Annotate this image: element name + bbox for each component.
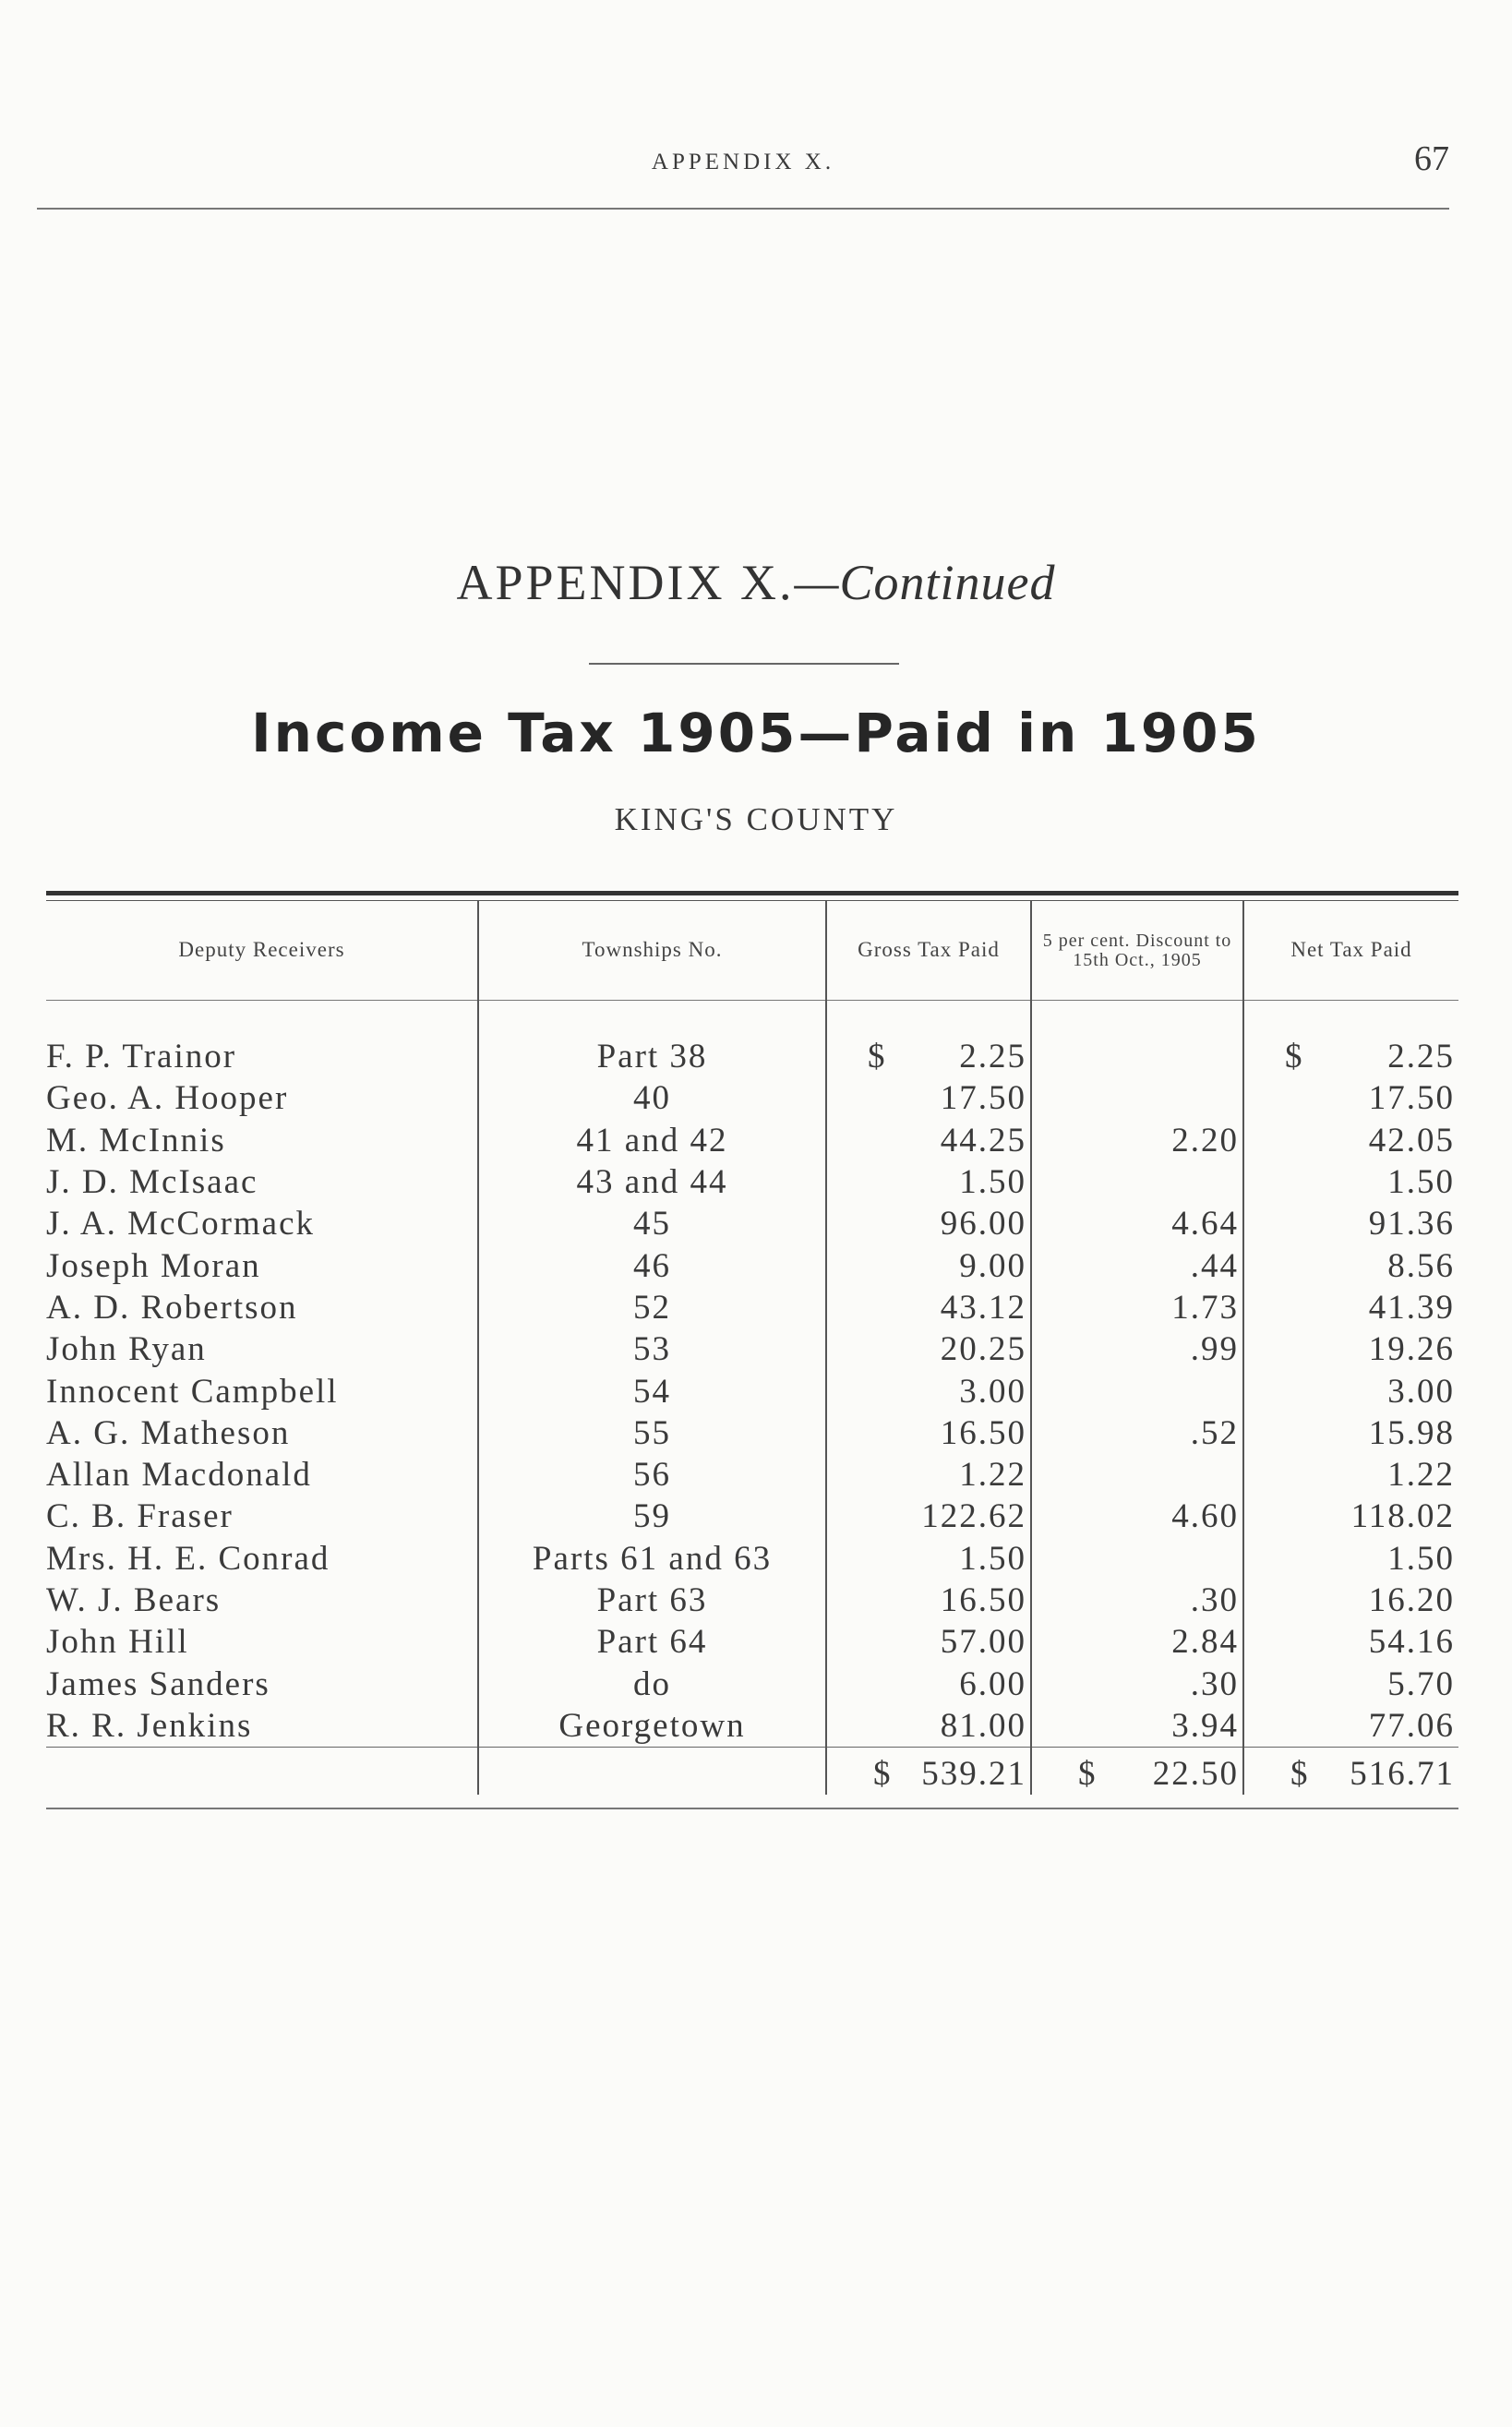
net-tax-value: 54.16: [1368, 1623, 1455, 1662]
township-number: Parts 61 and 63: [478, 1538, 826, 1580]
township-number: 59: [478, 1496, 826, 1537]
dollar-sign: $: [1285, 1038, 1304, 1076]
table-row: [46, 1454, 1458, 1496]
gross-tax-cell: [826, 1244, 1031, 1286]
gross-tax-value: 2.25: [959, 1038, 1026, 1076]
township-number: Georgetown: [478, 1705, 826, 1748]
receiver-name: J. A. McCormack: [46, 1203, 478, 1244]
table-row: [46, 1203, 1458, 1244]
net-tax-value: 1.50: [1387, 1163, 1455, 1202]
header-rule: [37, 208, 1449, 210]
table-row: [46, 1244, 1458, 1286]
total-discount-value: 22.50: [1152, 1755, 1239, 1794]
table-row: [46, 1705, 1458, 1748]
table-row: [46, 1077, 1458, 1119]
gross-tax-cell: [826, 1538, 1031, 1580]
net-tax-cell: [1243, 1454, 1458, 1496]
table-row: [46, 1663, 1458, 1704]
net-tax-value: 2.25: [1387, 1038, 1455, 1076]
county-subtitle: KING'S COUNTY: [614, 801, 898, 837]
receiver-name: R. R. Jenkins: [46, 1705, 478, 1748]
net-tax-value: 91.36: [1368, 1205, 1455, 1244]
net-tax-cell: [1243, 1161, 1458, 1203]
net-tax-value: 3.00: [1387, 1372, 1455, 1411]
net-tax-value: 16.20: [1368, 1581, 1455, 1619]
gross-tax-value: 6.00: [959, 1664, 1026, 1703]
net-tax-cell: [1243, 1370, 1458, 1412]
gross-tax-value: 20.25: [940, 1330, 1026, 1369]
running-head: [37, 138, 1449, 194]
table-row: [46, 1621, 1458, 1663]
gross-tax-value: 16.50: [940, 1413, 1026, 1452]
total-net-cell: [1243, 1748, 1458, 1796]
gross-tax-value: 96.00: [940, 1205, 1026, 1244]
receiver-name: Allan Macdonald: [46, 1454, 478, 1496]
table-row: [46, 1580, 1458, 1621]
gross-tax-value: 44.25: [940, 1121, 1026, 1159]
discount-value: [1031, 1161, 1243, 1203]
net-tax-cell: [1243, 1621, 1458, 1663]
township-number: 43 and 44: [478, 1161, 826, 1203]
net-tax-value: 1.50: [1387, 1539, 1455, 1578]
appendix-heading: [0, 554, 1512, 611]
township-number: 54: [478, 1370, 826, 1412]
table-bottom-rule: [46, 1808, 1458, 1809]
net-tax-value: 41.39: [1368, 1288, 1455, 1327]
totals-row: [46, 1748, 1458, 1796]
receiver-name: John Ryan: [46, 1328, 478, 1370]
header-discount: 5 per cent. Discount to 15th Oct., 1905: [1031, 901, 1243, 1001]
gross-tax-cell: [826, 1370, 1031, 1412]
receiver-name: M. McInnis: [46, 1120, 478, 1161]
table-row: [46, 1496, 1458, 1537]
total-gross-value: 539.21: [921, 1755, 1026, 1794]
gross-tax-cell: [826, 1496, 1031, 1537]
net-tax-value: 42.05: [1368, 1121, 1455, 1159]
net-tax-cell: [1243, 1120, 1458, 1161]
income-tax-table-wrapper: [46, 891, 1458, 1809]
net-tax-cell: [1243, 1287, 1458, 1328]
gross-tax-cell: [826, 1663, 1031, 1704]
table-row: [46, 1412, 1458, 1454]
discount-value: [1031, 1001, 1243, 1078]
gross-tax-value: 81.00: [940, 1706, 1026, 1745]
receiver-name: Joseph Moran: [46, 1244, 478, 1286]
gross-tax-cell: [826, 1705, 1031, 1748]
discount-value: [1031, 1077, 1243, 1119]
header-townships: Townships No.: [478, 901, 826, 1001]
total-discount-cell: [1031, 1748, 1243, 1796]
table-row: [46, 1328, 1458, 1370]
receiver-name: A. G. Matheson: [46, 1412, 478, 1454]
net-tax-value: 8.56: [1387, 1246, 1455, 1285]
net-tax-value: 77.06: [1368, 1706, 1455, 1745]
discount-value: 2.20: [1031, 1120, 1243, 1161]
net-tax-value: 1.22: [1387, 1456, 1455, 1495]
dollar-sign: $: [1290, 1755, 1310, 1794]
discount-value: 1.73: [1031, 1287, 1243, 1328]
gross-tax-value: 17.50: [940, 1079, 1026, 1118]
township-number: Part 63: [478, 1580, 826, 1621]
discount-value: 3.94: [1031, 1705, 1243, 1748]
net-tax-cell: [1243, 1580, 1458, 1621]
receiver-name: James Sanders: [46, 1663, 478, 1704]
gross-tax-cell: [826, 1161, 1031, 1203]
total-net-value: 516.71: [1350, 1755, 1455, 1794]
gross-tax-cell: [826, 1580, 1031, 1621]
net-tax-value: 15.98: [1368, 1413, 1455, 1452]
discount-value: .52: [1031, 1412, 1243, 1454]
gross-tax-cell: [826, 1120, 1031, 1161]
appendix-heading-continued: —Continued: [794, 555, 1056, 610]
header-net-tax: Net Tax Paid: [1243, 901, 1458, 1001]
appendix-heading-main: APPENDIX X.: [456, 555, 795, 610]
page-number: 67: [1414, 139, 1449, 178]
township-number: 46: [478, 1244, 826, 1286]
discount-value: .99: [1031, 1328, 1243, 1370]
receiver-name: W. J. Bears: [46, 1580, 478, 1621]
net-tax-cell: [1243, 1538, 1458, 1580]
receiver-name: A. D. Robertson: [46, 1287, 478, 1328]
net-tax-cell: [1243, 1077, 1458, 1119]
net-tax-cell: [1243, 1663, 1458, 1704]
net-tax-cell: [1243, 1412, 1458, 1454]
total-gross-cell: [826, 1748, 1031, 1796]
gross-tax-cell: [826, 1454, 1031, 1496]
gross-tax-value: 16.50: [940, 1581, 1026, 1619]
gross-tax-cell: [826, 1001, 1031, 1078]
gross-tax-value: 1.22: [959, 1456, 1026, 1495]
receiver-name: Geo. A. Hooper: [46, 1077, 478, 1119]
discount-value: .44: [1031, 1244, 1243, 1286]
table-row: [46, 1370, 1458, 1412]
receiver-name: Mrs. H. E. Conrad: [46, 1538, 478, 1580]
net-tax-cell: [1243, 1705, 1458, 1748]
receiver-name: Innocent Campbell: [46, 1370, 478, 1412]
net-tax-value: 118.02: [1350, 1497, 1455, 1536]
dollar-sign: $: [873, 1755, 893, 1794]
totals-blank-name: [46, 1748, 478, 1796]
receiver-name: C. B. Fraser: [46, 1496, 478, 1537]
header-gross-tax: Gross Tax Paid: [826, 901, 1031, 1001]
township-number: 56: [478, 1454, 826, 1496]
township-number: Part 38: [478, 1001, 826, 1078]
dollar-sign: $: [868, 1038, 887, 1076]
gross-tax-cell: [826, 1287, 1031, 1328]
discount-value: 4.64: [1031, 1203, 1243, 1244]
township-number: Part 64: [478, 1621, 826, 1663]
gross-tax-value: 1.50: [959, 1163, 1026, 1202]
table-row: [46, 1001, 1458, 1078]
township-number: 40: [478, 1077, 826, 1119]
header-deputy-receivers: Deputy Receivers: [46, 901, 478, 1001]
gross-tax-value: 1.50: [959, 1539, 1026, 1578]
table-row: [46, 1120, 1458, 1161]
discount-value: [1031, 1538, 1243, 1580]
gross-tax-cell: [826, 1203, 1031, 1244]
table-row: [46, 1538, 1458, 1580]
net-tax-cell: [1243, 1244, 1458, 1286]
net-tax-cell: [1243, 1001, 1458, 1078]
net-tax-cell: [1243, 1203, 1458, 1244]
discount-value: .30: [1031, 1663, 1243, 1704]
gross-tax-cell: [826, 1621, 1031, 1663]
discount-value: .30: [1031, 1580, 1243, 1621]
heading-divider: [589, 663, 899, 665]
gross-tax-cell: [826, 1077, 1031, 1119]
income-tax-table: [46, 901, 1458, 1795]
discount-value: 4.60: [1031, 1496, 1243, 1537]
discount-value: [1031, 1370, 1243, 1412]
township-number: 55: [478, 1412, 826, 1454]
net-tax-cell: [1243, 1328, 1458, 1370]
discount-value: [1031, 1454, 1243, 1496]
gross-tax-cell: [826, 1328, 1031, 1370]
net-tax-cell: [1243, 1496, 1458, 1537]
gross-tax-cell: [826, 1412, 1031, 1454]
receiver-name: John Hill: [46, 1621, 478, 1663]
township-number: 53: [478, 1328, 826, 1370]
discount-value: 2.84: [1031, 1621, 1243, 1663]
net-tax-value: 17.50: [1368, 1079, 1455, 1118]
table-row: [46, 1161, 1458, 1203]
net-tax-value: 19.26: [1368, 1330, 1455, 1369]
gross-tax-value: 43.12: [940, 1288, 1026, 1327]
gross-tax-value: 57.00: [940, 1623, 1026, 1662]
township-number: 45: [478, 1203, 826, 1244]
page-title: Income Tax 1905—Paid in 1905: [251, 702, 1261, 764]
receiver-name: J. D. McIsaac: [46, 1161, 478, 1203]
running-head-title: APPENDIX X.: [651, 150, 835, 174]
township-number: do: [478, 1663, 826, 1704]
township-number: 52: [478, 1287, 826, 1328]
table-body: [46, 1001, 1458, 1796]
net-tax-value: 5.70: [1387, 1664, 1455, 1703]
totals-blank-township: [478, 1748, 826, 1796]
table-top-rule: [46, 891, 1458, 895]
gross-tax-value: 122.62: [921, 1497, 1026, 1536]
dollar-sign: $: [1078, 1755, 1098, 1794]
receiver-name: F. P. Trainor: [46, 1001, 478, 1078]
township-number: 41 and 42: [478, 1120, 826, 1161]
gross-tax-value: 3.00: [959, 1372, 1026, 1411]
table-row: [46, 1287, 1458, 1328]
gross-tax-value: 9.00: [959, 1246, 1026, 1285]
